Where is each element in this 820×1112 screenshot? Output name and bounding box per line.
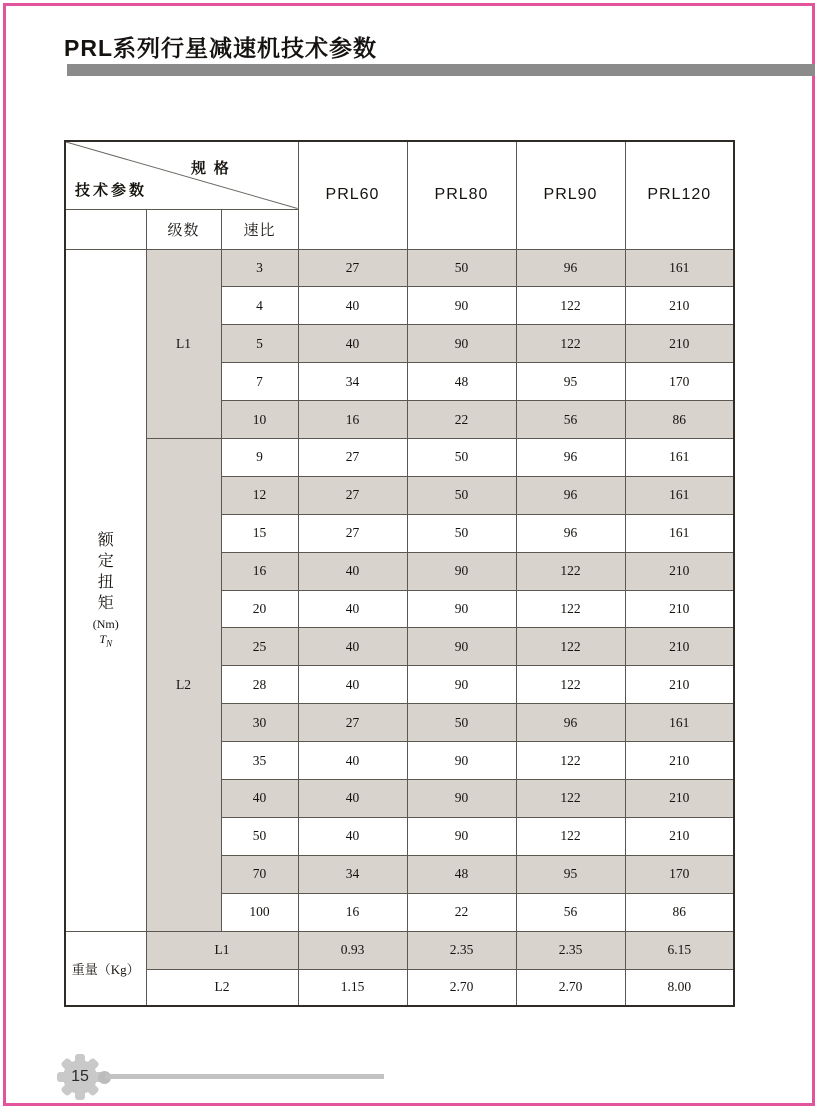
- torque-value-prl120: 210: [625, 817, 734, 855]
- ratio-cell: 30: [221, 704, 298, 742]
- torque-value-prl90: 96: [516, 249, 625, 287]
- torque-value-prl120: 161: [625, 249, 734, 287]
- weight-value-prl90: 2.70: [516, 969, 625, 1006]
- torque-value-prl90: 122: [516, 817, 625, 855]
- torque-value-prl80: 90: [407, 817, 516, 855]
- torque-value-prl80: 50: [407, 476, 516, 514]
- weight-value-prl90: 2.35: [516, 931, 625, 969]
- torque-value-prl80: 90: [407, 287, 516, 325]
- torque-value-prl80: 48: [407, 363, 516, 401]
- corner-label-parameters: 技术参数: [75, 182, 148, 199]
- torque-value-prl60: 16: [298, 893, 407, 931]
- table-corner-cell: [65, 141, 298, 209]
- torque-label-char: 扭: [97, 573, 114, 591]
- torque-value-prl120: 210: [625, 742, 734, 780]
- torque-value-prl90: 122: [516, 742, 625, 780]
- torque-symbol: [99, 632, 112, 650]
- weight-value-prl60: 1.15: [298, 969, 407, 1006]
- weight-value-prl80: 2.35: [407, 931, 516, 969]
- torque-value-prl120: 210: [625, 779, 734, 817]
- torque-value-prl90: 122: [516, 666, 625, 704]
- ratio-cell: 3: [221, 249, 298, 287]
- torque-value-prl60: 27: [298, 438, 407, 476]
- torque-value-prl80: 48: [407, 855, 516, 893]
- page-number: 15: [71, 1068, 89, 1085]
- torque-value-prl60: 34: [298, 363, 407, 401]
- torque-label-cell: [65, 249, 146, 931]
- torque-value-prl60: 40: [298, 325, 407, 363]
- weight-value-prl120: 8.00: [625, 969, 734, 1006]
- torque-value-prl120: 161: [625, 438, 734, 476]
- ratio-cell: 28: [221, 666, 298, 704]
- weight-stage-cell-l2: L2: [146, 969, 298, 1006]
- ratio-cell: 16: [221, 552, 298, 590]
- torque-value-prl80: 90: [407, 628, 516, 666]
- torque-value-prl60: 40: [298, 666, 407, 704]
- torque-value-prl90: 122: [516, 552, 625, 590]
- torque-value-prl120: 210: [625, 666, 734, 704]
- torque-value-prl90: 96: [516, 704, 625, 742]
- torque-value-prl60: 40: [298, 742, 407, 780]
- torque-value-prl60: 27: [298, 704, 407, 742]
- torque-value-prl120: 210: [625, 590, 734, 628]
- torque-value-prl120: 161: [625, 514, 734, 552]
- torque-value-prl120: 170: [625, 363, 734, 401]
- subheader-ratio: 速比: [221, 209, 298, 249]
- corner-label-spec: 规 格: [191, 161, 231, 177]
- ratio-cell: 20: [221, 590, 298, 628]
- torque-value-prl80: 90: [407, 325, 516, 363]
- spec-table: [64, 140, 735, 1007]
- torque-label-char: 定: [97, 552, 114, 570]
- torque-value-prl80: 50: [407, 704, 516, 742]
- torque-value-prl90: 96: [516, 476, 625, 514]
- weight-row-l1: [65, 931, 734, 969]
- torque-value-prl60: 40: [298, 287, 407, 325]
- torque-value-prl80: 90: [407, 590, 516, 628]
- torque-value-prl90: 56: [516, 893, 625, 931]
- column-header-prl90: PRL90: [516, 141, 625, 249]
- subheader-stages: 级数: [146, 209, 221, 249]
- torque-value-prl60: 40: [298, 628, 407, 666]
- torque-symbol-sub: N: [106, 638, 113, 649]
- torque-value-prl80: 50: [407, 514, 516, 552]
- torque-value-prl90: 96: [516, 438, 625, 476]
- torque-value-prl120: 161: [625, 476, 734, 514]
- torque-value-prl60: 40: [298, 590, 407, 628]
- torque-value-prl90: 122: [516, 590, 625, 628]
- torque-value-prl80: 22: [407, 893, 516, 931]
- torque-label-char: 矩: [97, 594, 114, 612]
- ratio-cell: 50: [221, 817, 298, 855]
- torque-value-prl120: 210: [625, 325, 734, 363]
- torque-value-prl80: 90: [407, 779, 516, 817]
- torque-value-prl60: 40: [298, 779, 407, 817]
- torque-value-prl80: 90: [407, 742, 516, 780]
- torque-value-prl90: 95: [516, 855, 625, 893]
- column-header-prl60: PRL60: [298, 141, 407, 249]
- torque-value-prl90: 56: [516, 401, 625, 439]
- torque-row-l1-3: [65, 249, 734, 287]
- footer-decor-line: [105, 1074, 384, 1079]
- torque-value-prl120: 170: [625, 855, 734, 893]
- column-header-prl120: PRL120: [625, 141, 734, 249]
- ratio-cell: 7: [221, 363, 298, 401]
- torque-value-prl60: 40: [298, 817, 407, 855]
- ratio-cell: 25: [221, 628, 298, 666]
- torque-value-prl60: 27: [298, 476, 407, 514]
- torque-label: [66, 530, 146, 650]
- ratio-cell: 40: [221, 779, 298, 817]
- ratio-cell: 35: [221, 742, 298, 780]
- column-header-prl80: PRL80: [407, 141, 516, 249]
- torque-value-prl80: 90: [407, 666, 516, 704]
- torque-unit: (Nm): [92, 616, 119, 631]
- weight-row-l2: [65, 969, 734, 1006]
- torque-value-prl60: 34: [298, 855, 407, 893]
- torque-row-l2-9: [65, 438, 734, 476]
- torque-value-prl90: 96: [516, 514, 625, 552]
- torque-value-prl120: 86: [625, 401, 734, 439]
- torque-value-prl80: 90: [407, 552, 516, 590]
- torque-label-char: 额: [97, 531, 114, 549]
- torque-value-prl90: 122: [516, 325, 625, 363]
- torque-value-prl80: 22: [407, 401, 516, 439]
- torque-value-prl120: 210: [625, 287, 734, 325]
- ratio-cell: 9: [221, 438, 298, 476]
- torque-value-prl80: 50: [407, 438, 516, 476]
- torque-value-prl120: 161: [625, 704, 734, 742]
- weight-label-cell: 重量（Kg）: [65, 931, 146, 1006]
- weight-value-prl80: 2.70: [407, 969, 516, 1006]
- torque-value-prl60: 40: [298, 552, 407, 590]
- weight-stage-cell-l1: L1: [146, 931, 298, 969]
- torque-value-prl60: 27: [298, 514, 407, 552]
- torque-value-prl90: 122: [516, 287, 625, 325]
- torque-value-prl90: 122: [516, 628, 625, 666]
- torque-value-prl120: 210: [625, 628, 734, 666]
- ratio-cell: 10: [221, 401, 298, 439]
- ratio-cell: 15: [221, 514, 298, 552]
- stage-cell-l2: L2: [146, 438, 221, 931]
- ratio-cell: 4: [221, 287, 298, 325]
- weight-value-prl120: 6.15: [625, 931, 734, 969]
- torque-value-prl120: 86: [625, 893, 734, 931]
- torque-symbol-base: T: [99, 631, 107, 646]
- ratio-cell: 100: [221, 893, 298, 931]
- page-title: PRL系列行星减速机技术参数: [64, 35, 377, 61]
- torque-value-prl120: 210: [625, 552, 734, 590]
- ratio-cell: 5: [221, 325, 298, 363]
- stage-cell-l1: L1: [146, 249, 221, 438]
- empty-header-cell: [65, 209, 146, 249]
- torque-value-prl80: 50: [407, 249, 516, 287]
- ratio-cell: 12: [221, 476, 298, 514]
- torque-value-prl90: 95: [516, 363, 625, 401]
- torque-value-prl60: 27: [298, 249, 407, 287]
- title-underline-bar: [67, 64, 815, 76]
- torque-value-prl90: 122: [516, 779, 625, 817]
- weight-value-prl60: 0.93: [298, 931, 407, 969]
- ratio-cell: 70: [221, 855, 298, 893]
- torque-value-prl60: 16: [298, 401, 407, 439]
